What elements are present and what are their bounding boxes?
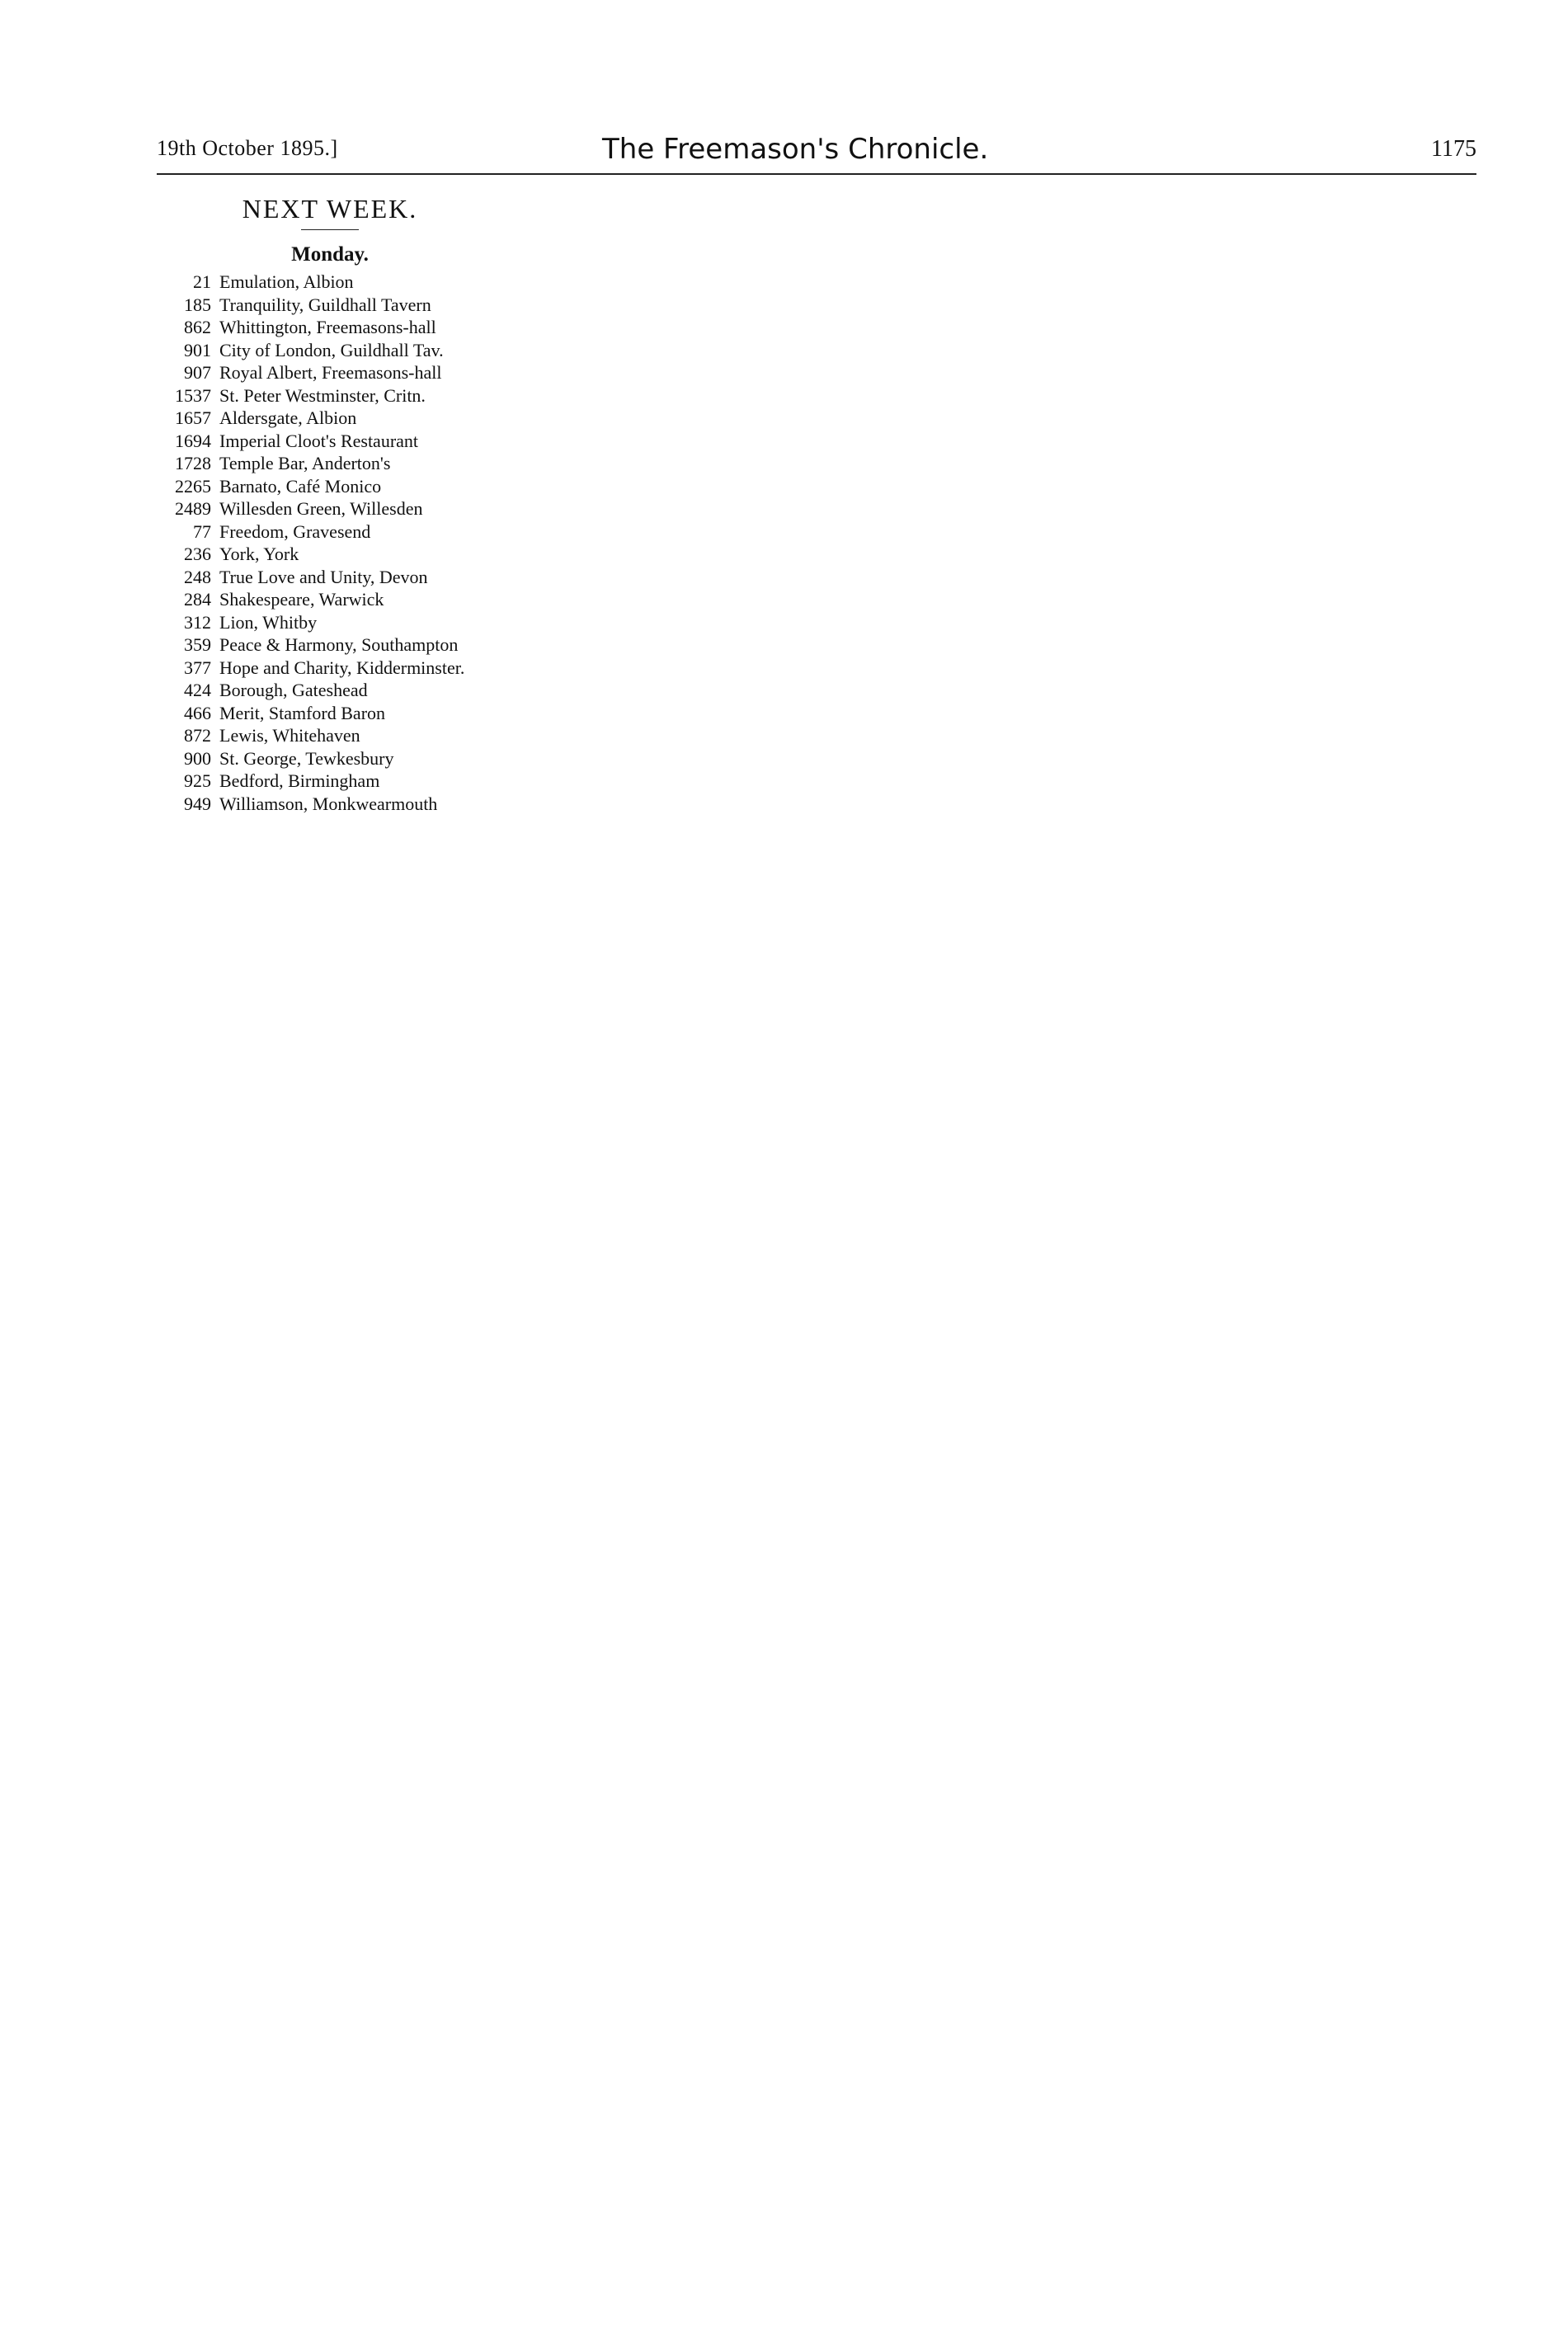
lodge-name: St. George, Tewkesbury (219, 747, 394, 769)
lodge-entry (157, 316, 503, 339)
monday-heading: Monday. (291, 242, 369, 266)
lodge-entry (157, 475, 503, 498)
lodge-name: Borough, Gateshead (219, 680, 368, 700)
heading-rule (301, 229, 359, 230)
lodge-name: Shakespeare, Warwick (219, 589, 384, 610)
lodge-name: Whittington, Freemasons-hall (219, 317, 436, 337)
lodge-number: 862 (184, 317, 211, 337)
lodge-entry (157, 543, 503, 566)
lodge-entry (157, 793, 503, 816)
lodge-entry (157, 611, 503, 634)
lodge-number: 236 (184, 544, 211, 564)
lodge-number: 2489 (175, 498, 211, 519)
lodge-number: 312 (184, 611, 211, 633)
lodge-entry (157, 294, 503, 317)
lodge-name: Williamson, Monkwearmouth (219, 793, 438, 814)
lodge-name: Royal Albert, Freemasons-hall (219, 362, 442, 383)
lodge-name: Barnato, Café Monico (219, 475, 382, 497)
lodge-entry (157, 384, 503, 407)
lodge-number: 1694 (175, 430, 211, 451)
lodge-name: St. Peter Westminster, Critn. (219, 384, 426, 406)
lodge-name: Peace & Harmony, Southampton (219, 634, 459, 655)
lodge-name: York, York (219, 544, 299, 564)
next-week-column (157, 194, 503, 815)
lodge-name: Tranquility, Guildhall Tavern (219, 294, 431, 315)
lodge-number: 1537 (175, 384, 211, 406)
lodge-number: 185 (184, 294, 211, 315)
lodge-name: Freedom, Gravesend (219, 520, 371, 542)
masthead-title: The Freemason's Chronicle. (602, 133, 989, 166)
lodge-entry (157, 520, 503, 544)
lodge-number: 248 (184, 566, 211, 587)
lodge-entry (157, 497, 503, 520)
issue-date: 19th October 1895.] (157, 136, 338, 160)
lodge-number: 900 (184, 747, 211, 769)
lodge-name: Aldersgate, Albion (219, 407, 357, 428)
lodge-name: Lewis, Whitehaven (219, 725, 360, 746)
lodge-entry (157, 702, 503, 725)
lodge-name: Bedford, Birmingham (219, 770, 380, 791)
lodge-name: Emulation, Albion (219, 271, 354, 292)
lodge-number: 377 (184, 657, 211, 678)
lodge-name: Lion, Whitby (219, 611, 318, 633)
lodge-number: 2265 (175, 475, 211, 497)
lodge-name: Imperial Cloot's Restaurant (219, 430, 419, 451)
lodge-entry (157, 747, 503, 770)
lodge-number: 925 (184, 770, 211, 791)
page-number: 1175 (1431, 136, 1476, 162)
lodge-name: Willesden Green, Willesden (219, 498, 423, 519)
lodge-name: Temple Bar, Anderton's (219, 453, 391, 473)
lodge-number: 901 (184, 339, 211, 360)
lodge-number: 359 (184, 634, 211, 655)
page-header (157, 133, 1476, 175)
lodge-name: Hope and Charity, Kidderminster. (219, 657, 465, 678)
lodge-entry (157, 724, 503, 747)
remaining-page-area (520, 194, 1476, 2231)
lodge-entry (157, 339, 503, 362)
lodge-entry (157, 407, 503, 430)
lodge-name: Merit, Stamford Baron (219, 702, 386, 723)
lodge-entry (157, 271, 503, 294)
lodge-number: 77 (193, 520, 211, 542)
lodge-entry (157, 361, 503, 384)
lodge-entry (157, 452, 503, 475)
lodge-number: 21 (193, 271, 211, 292)
lodge-entry (157, 770, 503, 793)
lodge-entry (157, 679, 503, 702)
lodge-entry (157, 566, 503, 589)
lodge-name: True Love and Unity, Devon (219, 566, 428, 587)
lodge-entry (157, 633, 503, 657)
lodge-number: 872 (184, 725, 211, 746)
lodge-name: City of London, Guildhall Tav. (219, 339, 444, 360)
lodge-number: 907 (184, 362, 211, 383)
lodge-number: 284 (184, 589, 211, 610)
next-week-heading: NEXT WEEK. (242, 194, 418, 224)
lodge-entry (157, 430, 503, 453)
lodge-number: 949 (184, 793, 211, 814)
monday-lodge-list (157, 271, 503, 815)
lodge-entry (157, 588, 503, 611)
lodge-number: 466 (184, 702, 211, 723)
lodge-entry (157, 657, 503, 680)
lodge-number: 1728 (175, 453, 211, 473)
lodge-number: 424 (184, 680, 211, 700)
lodge-number: 1657 (175, 407, 211, 428)
